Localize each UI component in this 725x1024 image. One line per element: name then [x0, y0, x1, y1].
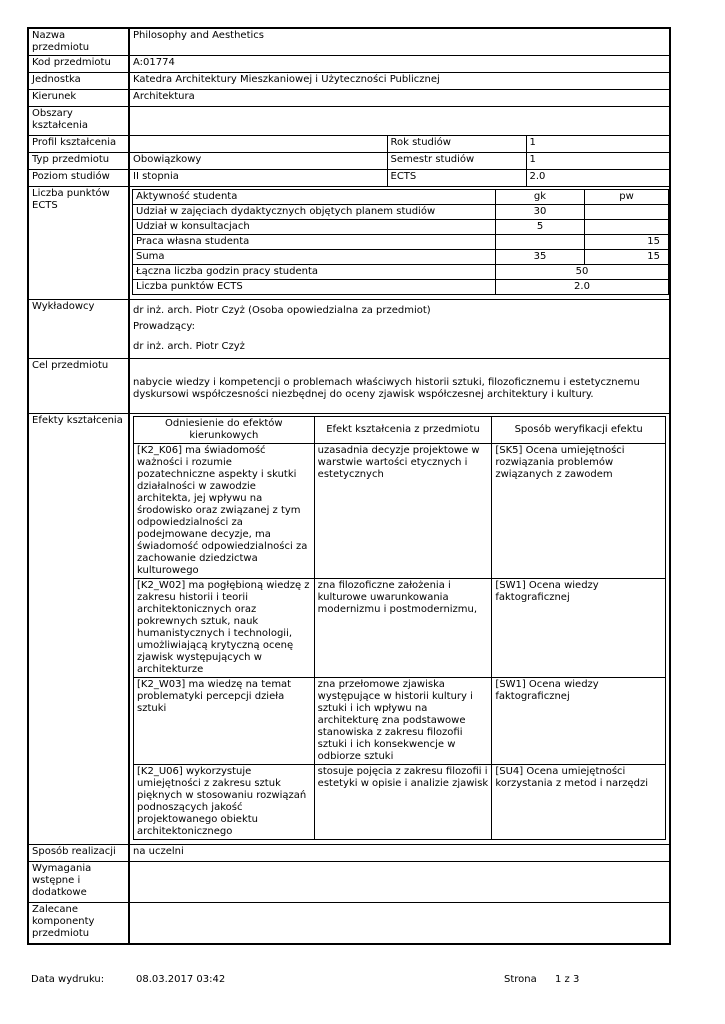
outcome-reference: [K2_U06] wykorzystuje umiejętności z zakresu sztuk pięknych w stosowaniu rozwiązań podnoszących jakość projektowanego obiektu architektonicznego — [134, 765, 315, 840]
ects-total-points-label: Liczba punktów ECTS — [133, 280, 496, 295]
goal-label: Cel przedmiotu — [28, 359, 129, 414]
lecturers-leading-label: Prowadzący: — [133, 321, 195, 332]
semester-value: 1 — [526, 153, 670, 170]
prerequisites-label: Wymagania wstępne i dodatkowe — [28, 862, 129, 903]
recommended-label: Zalecane komponenty przedmiotu — [28, 903, 129, 945]
outcomes-label: Efekty kształcenia — [28, 414, 129, 845]
row-areas — [28, 107, 670, 136]
ects-row-gk: 35 — [496, 250, 585, 265]
ects-value: 2.0 — [526, 170, 670, 187]
outcome-effect: zna przełomowe zjawiska występujące w historii kultury i sztuki i ich wpływu na architekturę zna podstawowe stanowiska z zakresu filozofii sztuki i ich konsekwencje w odbiorze sztuki — [314, 678, 492, 765]
outcome-reference: [K2_K06] ma świadomość ważności i rozumie pozatechniczne aspekty i skutki działalności w zawodzie architekta, jej wpływu na środowisko oraz związanej z tym odpowiedzialności za podejmowane decyzje, ma świadomość odpowiedzialności za zachowanie dziedzictwa kulturowego — [134, 444, 315, 579]
outcome-effect: uzasadnia decyzje projektowe w warstwie wartości etycznych i estetycznych — [314, 444, 492, 579]
ects-total-points-value: 2.0 — [496, 280, 669, 295]
row-level — [28, 170, 670, 187]
ects-row — [133, 235, 669, 250]
row-outcomes — [28, 414, 670, 845]
ects-header-row — [133, 190, 669, 205]
outcome-reference: [K2_W02] ma pogłębioną wiedzę z zakresu historii i teorii architektonicznych oraz pokrewnych sztuk, nauk humanistycznych i technologii, umożliwiającą krytyczną ocenę zjawisk występujących w architekturze — [134, 579, 315, 678]
outcomes-table — [133, 416, 666, 840]
outcome-row — [134, 444, 666, 579]
outcome-row — [134, 678, 666, 765]
ects-total-points-row — [133, 280, 669, 295]
outcome-verification: [SK5] Ocena umiejętności rozwiązania problemów związanych z zawodem — [492, 444, 666, 579]
ects-row-activity: Udział w zajęciach dydaktycznych objętych planem studiów — [133, 205, 496, 220]
row-ects-points — [28, 187, 670, 300]
profile-value — [129, 136, 387, 153]
lecturer-leading: dr inż. arch. Piotr Czyż — [133, 341, 245, 352]
ects-row-pw: 15 — [585, 250, 669, 265]
unit-label: Jednostka — [28, 73, 129, 90]
ects-total-hours-label: Łączna liczba godzin pracy studenta — [133, 265, 496, 280]
lecturers-label: Wykładowcy — [28, 300, 129, 359]
row-unit — [28, 73, 670, 90]
ects-row-activity: Udział w konsultacjach — [133, 220, 496, 235]
page-number: 1 z 3 — [555, 974, 580, 985]
prerequisites-value — [129, 862, 670, 903]
row-goal — [28, 359, 670, 414]
row-delivery — [28, 845, 670, 862]
ects-points-table — [132, 189, 669, 295]
row-type — [28, 153, 670, 170]
page-label: Strona — [504, 974, 537, 985]
year-value: 1 — [526, 136, 670, 153]
row-lecturers — [28, 300, 670, 359]
course-code-value: A:01774 — [129, 56, 670, 73]
ects-row-gk: 5 — [496, 220, 585, 235]
ects-row-pw — [585, 205, 669, 220]
field-value: Architektura — [129, 90, 670, 107]
row-field — [28, 90, 670, 107]
outcome-verification: [SW1] Ocena wiedzy faktograficznej — [492, 579, 666, 678]
row-recommended — [28, 903, 670, 945]
ects-label: ECTS — [387, 170, 526, 187]
outcomes-header-row — [134, 417, 666, 444]
outcome-effect: stosuje pojęcia z zakresu filozofii i estetyki w opisie i analizie zjawisk — [314, 765, 492, 840]
level-value: II stopnia — [129, 170, 387, 187]
outcome-verification: [SW1] Ocena wiedzy faktograficznej — [492, 678, 666, 765]
ects-total-hours-value: 50 — [496, 265, 669, 280]
ects-row-gk: 30 — [496, 205, 585, 220]
delivery-label: Sposób realizacji — [28, 845, 129, 862]
ects-row — [133, 205, 669, 220]
print-date-label: Data wydruku: — [31, 974, 105, 985]
outcomes-header-effect: Efekt kształcenia z przedmiotu — [314, 417, 492, 444]
ects-header-activity: Aktywność studenta — [133, 190, 496, 205]
areas-label: Obszary kształcenia — [28, 107, 129, 136]
recommended-value — [129, 903, 670, 945]
areas-value — [129, 107, 670, 136]
course-code-label: Kod przedmiotu — [28, 56, 129, 73]
course-name-label: Nazwa przedmiotu — [28, 28, 129, 56]
ects-row — [133, 220, 669, 235]
field-label: Kierunek — [28, 90, 129, 107]
ects-row-pw: 15 — [585, 235, 669, 250]
ects-row-activity: Praca własna studenta — [133, 235, 496, 250]
ects-row-pw — [585, 220, 669, 235]
unit-value: Katedra Architektury Mieszkaniowej i Użyteczności Publicznej — [129, 73, 670, 90]
delivery-value: na uczelni — [129, 845, 670, 862]
course-info-table — [27, 27, 671, 945]
row-prerequisites — [28, 862, 670, 903]
ects-total-hours-row — [133, 265, 669, 280]
print-date-value: 08.03.2017 03:42 — [136, 974, 226, 985]
row-course-code — [28, 56, 670, 73]
outcome-reference: [K2_W03] ma wiedzę na temat problematyki percepcji dzieła sztuki — [134, 678, 315, 765]
lecturer-responsible: dr inż. arch. Piotr Czyż (Osoba opowiedzialna za przedmiot) — [133, 305, 431, 316]
ects-points-label: Liczba punktów ECTS — [28, 187, 129, 300]
outcomes-header-verification: Sposób weryfikacji efektu — [492, 417, 666, 444]
course-syllabus-sheet — [27, 27, 669, 945]
ects-header-gk: gk — [496, 190, 585, 205]
outcome-row — [134, 579, 666, 678]
semester-label: Semestr studiów — [387, 153, 526, 170]
row-profile — [28, 136, 670, 153]
type-label: Typ przedmiotu — [28, 153, 129, 170]
row-course-name — [28, 28, 670, 56]
ects-row — [133, 250, 669, 265]
ects-header-pw: pw — [585, 190, 669, 205]
outcome-effect: zna filozoficzne założenia i kulturowe uwarunkowania modernizmu i postmodernizmu, — [314, 579, 492, 678]
type-value: Obowiązkowy — [129, 153, 387, 170]
course-name-value: Philosophy and Aesthetics — [129, 28, 670, 56]
level-label: Poziom studiów — [28, 170, 129, 187]
profile-label: Profil kształcenia — [28, 136, 129, 153]
goal-text: nabycie wiedzy i kompetencji o problemach właściwych historii sztuki, filozoficznemu i estetycznemu dyskursowi współczesności niezbędnej do oceny zjawisk współczesnej architektury i kultury. — [129, 359, 670, 414]
outcomes-header-reference: Odniesienie do efektów kierunkowych — [134, 417, 315, 444]
outcome-verification: [SU4] Ocena umiejętności korzystania z metod i narzędzi — [492, 765, 666, 840]
ects-row-gk — [496, 235, 585, 250]
ects-row-activity: Suma — [133, 250, 496, 265]
year-label: Rok studiów — [387, 136, 526, 153]
outcome-row — [134, 765, 666, 840]
